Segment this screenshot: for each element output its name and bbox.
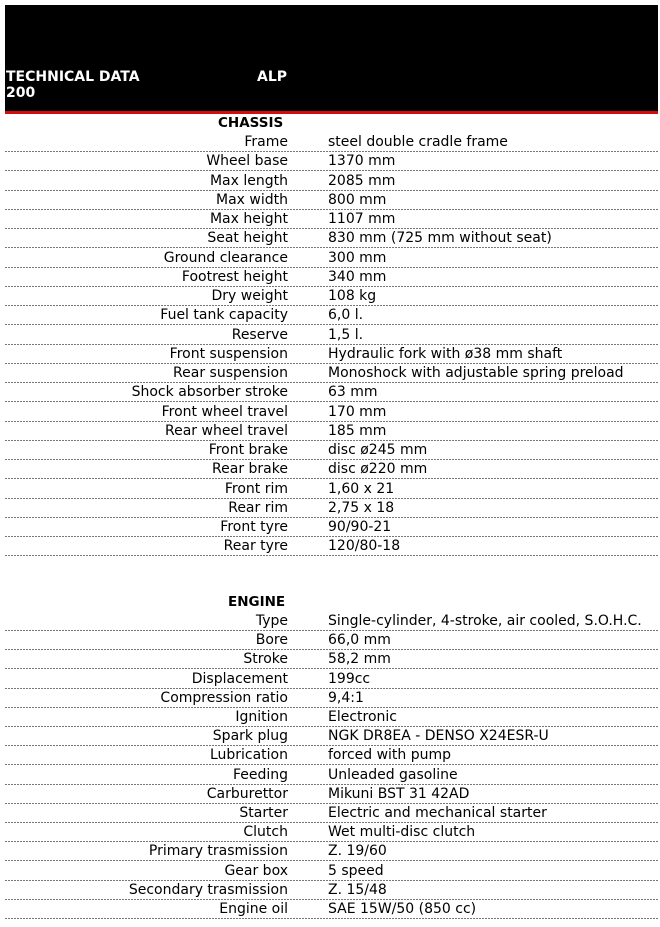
- spec-value: Hydraulic fork with ø38 mm shaft: [328, 345, 563, 362]
- spec-value: 1,5 l.: [328, 326, 364, 343]
- table-row: [5, 766, 658, 785]
- spec-label: Stroke: [243, 651, 288, 668]
- spec-label: Rear suspension: [173, 365, 288, 381]
- spec-label: Front brake: [208, 442, 288, 458]
- spec-label: Feeding: [232, 766, 288, 783]
- header-accent-line: [5, 111, 658, 114]
- table-row: [5, 480, 658, 499]
- spec-value: Single-cylinder, 4-stroke, air cooled, S.O.H.C.: [328, 613, 642, 629]
- spec-value: 300 mm: [328, 249, 387, 266]
- spec-label: Engine oil: [219, 901, 288, 917]
- spec-label: Max width: [216, 191, 288, 208]
- spec-value: 185 mm: [328, 422, 387, 439]
- table-row: [5, 862, 658, 881]
- table-row: [5, 650, 658, 669]
- table-row: [5, 441, 658, 460]
- spec-label: Type: [255, 613, 288, 629]
- spec-label: Front rim: [224, 480, 288, 497]
- spec-value: 800 mm: [328, 191, 387, 208]
- table-row: [5, 804, 658, 823]
- table-row: [5, 689, 658, 708]
- spec-label: Reserve: [231, 326, 288, 343]
- table-row: [5, 727, 658, 746]
- spec-value: Electronic: [328, 709, 398, 725]
- spec-value: 170 mm: [328, 403, 387, 420]
- spec-value: 6,0 l.: [328, 307, 364, 324]
- spec-value: SAE 15W/50 (850 cc): [328, 901, 477, 917]
- spec-label: Rear rim: [228, 499, 288, 516]
- table-row: [5, 708, 658, 727]
- spec-value: Unleaded gasoline: [328, 766, 458, 783]
- table-row: [5, 499, 658, 518]
- table-row: [5, 631, 658, 650]
- spec-label: Rear tyre: [223, 538, 288, 555]
- spec-value: 9,4:1: [328, 689, 364, 706]
- table-row: [5, 210, 658, 229]
- spec-value: Z. 19/60: [328, 843, 387, 860]
- table-row: [5, 900, 658, 919]
- spec-label: Rear wheel travel: [165, 422, 288, 439]
- spec-value: 2,75 x 18: [328, 499, 395, 516]
- spec-value: 108 kg: [328, 288, 377, 304]
- spec-label: Gear box: [224, 862, 288, 879]
- spec-value: 90/90-21: [328, 519, 392, 535]
- spec-label: Front wheel travel: [161, 403, 288, 420]
- spec-value: 2085 mm: [328, 172, 396, 189]
- spec-value: steel double cradle frame: [328, 134, 508, 150]
- spec-value: Z. 15/48: [328, 881, 387, 898]
- spec-value: Monoshock with adjustable spring preload: [328, 365, 624, 381]
- table-row: [5, 383, 658, 402]
- table-row: [5, 460, 658, 479]
- spec-label: Starter: [239, 805, 288, 821]
- spec-label: Seat height: [207, 230, 288, 247]
- spec-label: Ground clearance: [163, 249, 288, 266]
- row-divider: [5, 555, 658, 556]
- spec-label: Secondary trasmission: [128, 881, 288, 898]
- spec-label: Front suspension: [169, 345, 288, 362]
- engine-section-title: ENGINE: [228, 594, 286, 610]
- table-row: [5, 823, 658, 842]
- spec-label: Front tyre: [220, 519, 288, 535]
- spec-label: Max height: [209, 211, 288, 227]
- model-name: ALP: [257, 69, 288, 85]
- table-row: [5, 191, 658, 210]
- spec-label: Lubrication: [209, 747, 288, 764]
- spec-value: 830 mm (725 mm without seat): [328, 230, 552, 247]
- spec-label: Carburettor: [206, 785, 288, 802]
- spec-label: Primary trasmission: [148, 843, 288, 860]
- spec-value: 340 mm: [328, 268, 387, 285]
- spec-value: Mikuni BST 31 42AD: [328, 785, 470, 802]
- spec-value: 199cc: [328, 670, 371, 687]
- table-row: [5, 268, 658, 287]
- table-row: [5, 518, 658, 537]
- spec-value: 1107 mm: [328, 211, 396, 227]
- spec-label: Frame: [244, 134, 288, 150]
- table-row: [5, 133, 658, 152]
- spec-label: Max length: [209, 172, 288, 189]
- table-row: [5, 345, 658, 364]
- table-row: [5, 229, 658, 248]
- table-row: [5, 306, 658, 325]
- table-row: [5, 249, 658, 268]
- table-row: [5, 326, 658, 345]
- spec-label: Displacement: [191, 670, 288, 687]
- spec-value: 120/80-18: [328, 538, 401, 555]
- table-row: [5, 746, 658, 765]
- table-row: [5, 537, 658, 556]
- spec-label: Compression ratio: [160, 689, 288, 706]
- spec-value: NGK DR8EA - DENSO X24ESR-U: [328, 728, 549, 745]
- table-row: [5, 881, 658, 900]
- spec-label: Fuel tank capacity: [160, 307, 288, 324]
- table-row: [5, 172, 658, 191]
- spec-value: Wet multi-disc clutch: [328, 824, 476, 841]
- spec-value: 58,2 mm: [328, 651, 391, 668]
- spec-label: Rear brake: [212, 461, 288, 478]
- row-divider: [5, 918, 658, 919]
- spec-label: Clutch: [243, 824, 288, 841]
- table-row: [5, 287, 658, 306]
- spec-label: Bore: [255, 632, 288, 649]
- table-row: [5, 842, 658, 861]
- spec-label: Ignition: [235, 709, 288, 725]
- document-title: TECHNICAL DATA 200: [6, 69, 140, 101]
- spec-label: Dry weight: [211, 288, 288, 304]
- spec-label: Spark plug: [212, 728, 288, 745]
- spec-value: 66,0 mm: [328, 632, 391, 649]
- table-row: [5, 364, 658, 383]
- spec-value: forced with pump: [328, 747, 452, 764]
- spec-label: Wheel base: [206, 153, 288, 170]
- table-row: [5, 612, 658, 631]
- spec-value: 63 mm: [328, 384, 378, 401]
- table-row: [5, 422, 658, 441]
- spec-value: disc ø220 mm: [328, 461, 428, 478]
- table-row: [5, 785, 658, 804]
- spec-value: 5 speed: [328, 862, 384, 879]
- table-row: [5, 152, 658, 171]
- spec-value: 1370 mm: [328, 153, 396, 170]
- spec-label: Shock absorber stroke: [131, 384, 288, 401]
- chassis-section-title: CHASSIS: [218, 115, 284, 131]
- spec-value: Electric and mechanical starter: [328, 805, 547, 821]
- table-row: [5, 670, 658, 689]
- spec-label: Footrest height: [181, 268, 288, 285]
- spec-value: disc ø245 mm: [328, 442, 428, 458]
- table-row: [5, 403, 658, 422]
- spec-value: 1,60 x 21: [328, 480, 395, 497]
